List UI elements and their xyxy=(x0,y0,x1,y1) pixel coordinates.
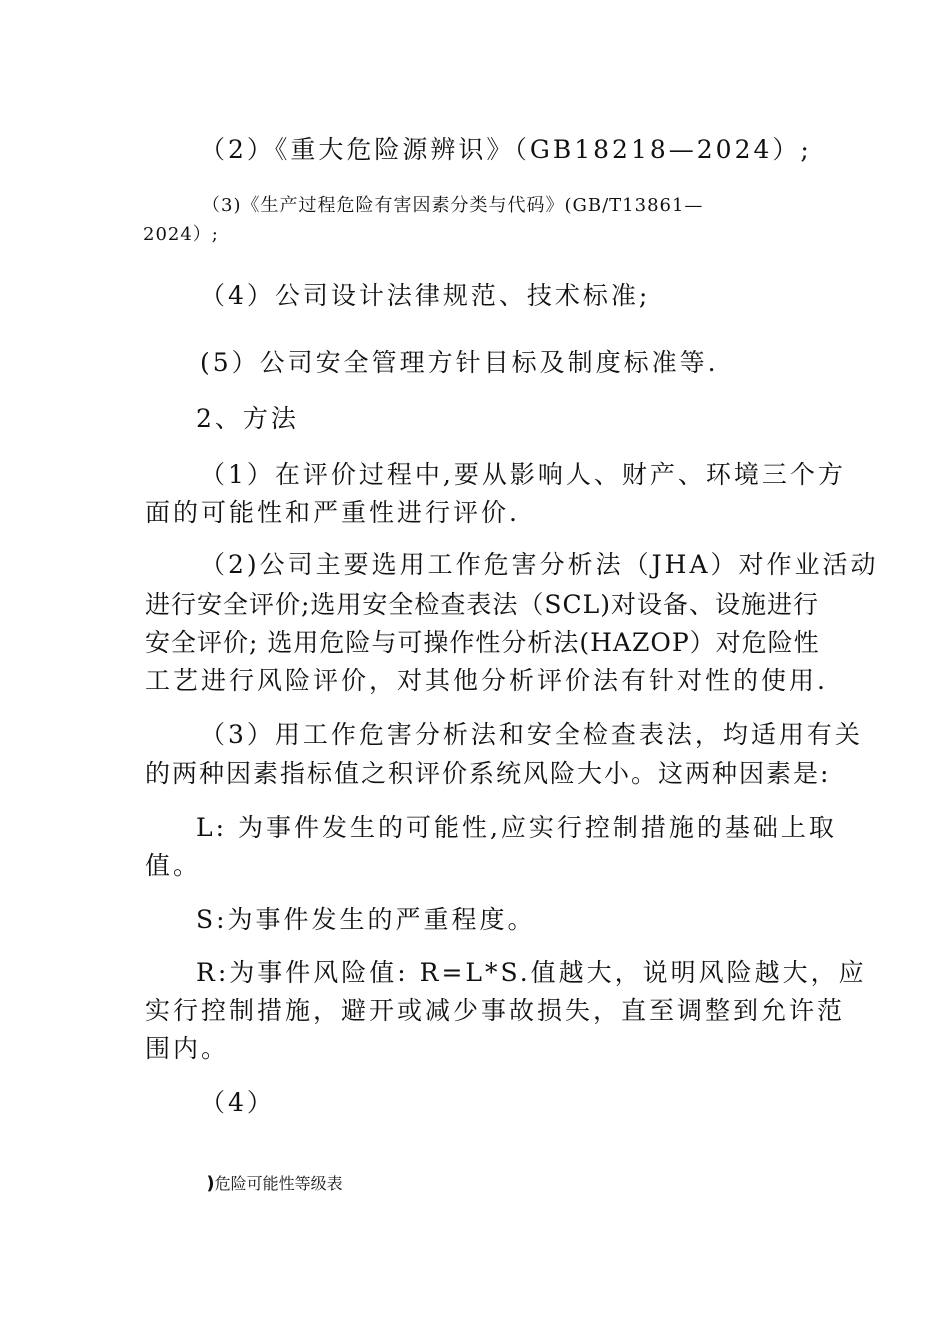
method-S-line: S:为事件发生的严重程度。 xyxy=(196,905,536,934)
basis-item-4: （4）公司设计法律规范、技术标准; xyxy=(200,281,651,310)
method-L-line-1: L: 为事件发生的可能性,应实行控制措施的基础上取 xyxy=(196,813,837,842)
method-item-4-label: （4） xyxy=(200,1088,275,1117)
method-p2-line-4: 工艺进行风险评价，对其他分析评价法有针对性的使用. xyxy=(145,666,828,695)
method-heading: 2、方法 xyxy=(196,404,299,433)
method-p2-line-1: （2)公司主要选用工作危害分析法（JHA）对作业活动 xyxy=(200,550,879,579)
method-R-line-2: 实行控制措施，避开或减少事故损失，直至调整到允许范 xyxy=(145,996,846,1025)
caption-text: 危险可能性等级表 xyxy=(214,1174,343,1193)
basis-item-5: (5）公司安全管理方针目标及制度标准等. xyxy=(200,348,719,377)
method-R-line-3: 围内。 xyxy=(145,1034,230,1063)
method-p1-line-2: 面的可能性和严重性进行评价. xyxy=(145,498,520,527)
basis-item-3-line-1: （3)《生产过程危险有害因素分类与代码》(GB/T13861— xyxy=(202,195,704,216)
method-p3-line-1: （3）用工作危害分析法和安全检查表法，均适用有关 xyxy=(200,720,863,749)
basis-item-3-line-2: 2024）; xyxy=(143,224,219,245)
table-caption xyxy=(186,1152,343,1213)
method-p1-line-1: （1）在评价过程中,要从影响人、财产、环境三个方 xyxy=(200,460,846,489)
method-p2-line-2: 进行安全评价;选用安全检查表法（SCL)对设备、设施进行 xyxy=(145,590,820,619)
method-p3-line-2: 的两种因素指标值之积评价系统风险大小。这两种因素是: xyxy=(145,759,831,788)
caption-paren: ) xyxy=(206,1173,215,1194)
basis-item-2: （2）《重大危险源辨识》（GB18218—2024）; xyxy=(200,135,812,164)
method-L-line-2: 值。 xyxy=(145,851,202,880)
method-R-line-1: R:为事件风险值: R=L*S.值越大，说明风险越大，应 xyxy=(196,958,867,987)
method-p2-line-3: 安全评价; 选用危险与可操作性分析法(HAZOP）对危险性 xyxy=(145,628,820,657)
